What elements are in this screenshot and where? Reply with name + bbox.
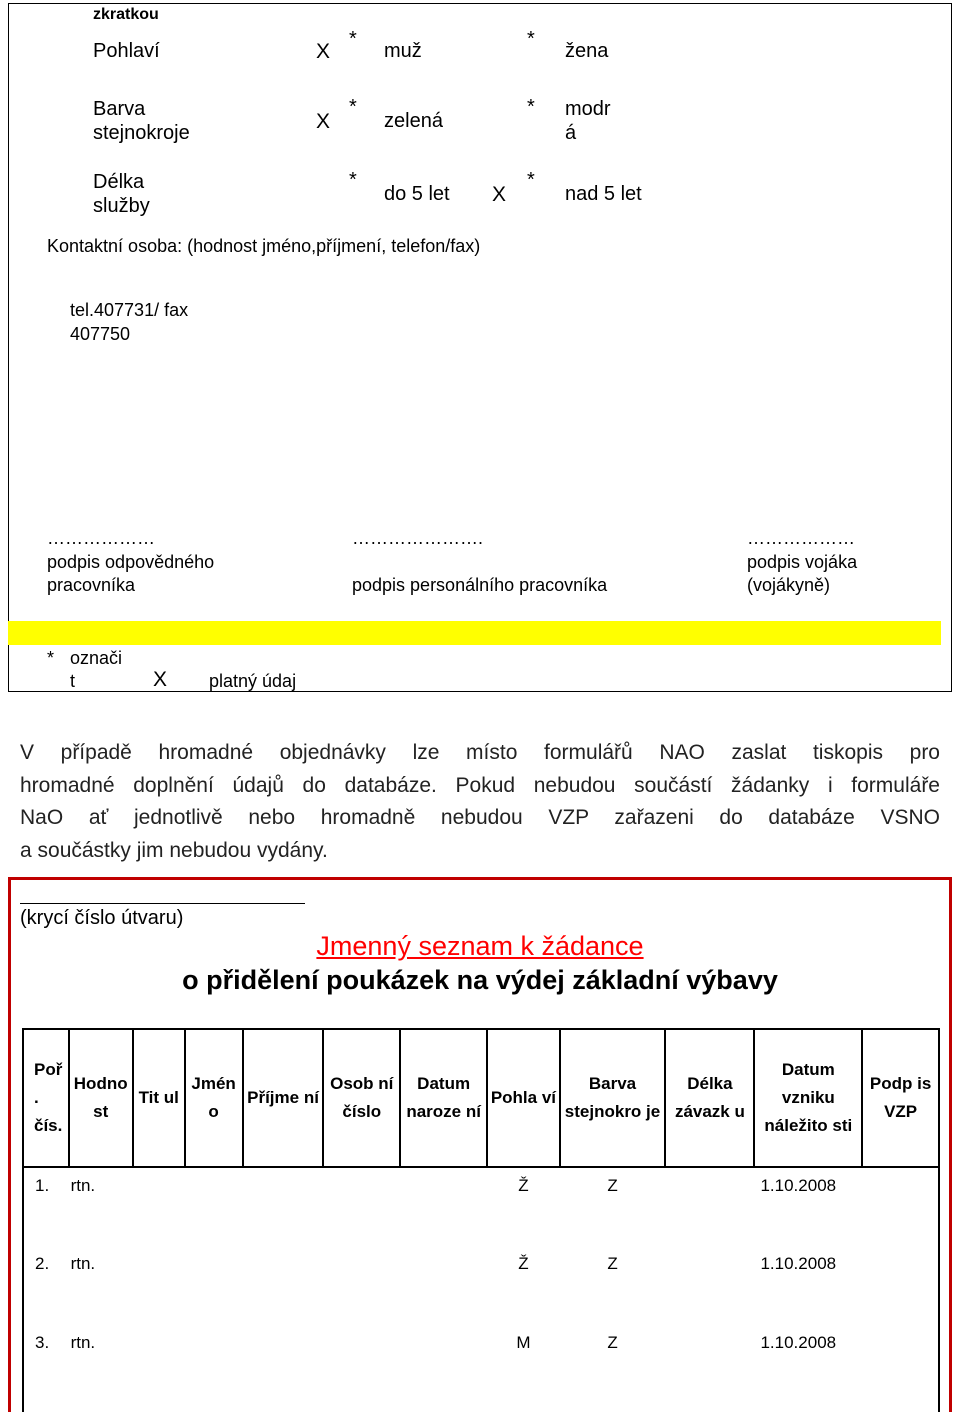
signature-2-dots: …………………. <box>352 528 484 548</box>
cell-uniform: Z <box>607 1254 618 1273</box>
column-header: Hodno st <box>69 1029 133 1167</box>
table-row <box>23 1325 939 1404</box>
cell-uniform: Z <box>607 1333 618 1352</box>
cell-rank: rtn. <box>70 1254 96 1273</box>
cell-first-name <box>185 1325 243 1404</box>
table-right-border <box>938 1028 940 1412</box>
cell-surname <box>243 1246 324 1325</box>
cell-signature <box>862 1167 939 1246</box>
cell-gender: M <box>516 1333 531 1352</box>
cell-birth-date <box>400 1325 487 1404</box>
cell-birth-date <box>400 1167 487 1246</box>
column-header: Jmén o <box>185 1029 243 1167</box>
signature-1-dots: ……………… <box>47 528 155 548</box>
zkratkou-label: zkratkou <box>93 6 159 23</box>
uniform-blue-option-line2: á <box>565 122 577 144</box>
cell-entitlement-date: 1.10.2008 <box>760 1176 837 1195</box>
table-row <box>23 1246 939 1325</box>
cell-order: 1. <box>35 1176 50 1195</box>
uniform-green-mark: X <box>316 110 331 133</box>
list-subtitle: o přidělení poukázek na výdej základní výbavy <box>182 965 778 995</box>
cell-rank: rtn. <box>70 1333 96 1352</box>
cell-surname <box>243 1167 324 1246</box>
paragraph-line: hromadné doplnění údajů do databáze. Pokud nebudou součástí žádanky i formuláře <box>20 773 940 797</box>
uniform-label-line1: Barva <box>93 98 146 120</box>
column-header: Osob ní číslo <box>323 1029 400 1167</box>
service-short-option: do 5 let <box>384 183 450 205</box>
uniform-label-line2: stejnokroje <box>93 122 190 144</box>
gender-male-star: * <box>349 28 357 50</box>
service-long-mark: X <box>492 183 507 206</box>
service-label-line2: služby <box>93 195 150 217</box>
signature-1-line1: podpis odpovědného <box>47 552 215 572</box>
legend-star: * <box>47 648 55 668</box>
cell-personal-number <box>323 1246 400 1325</box>
legend-text: platný údaj <box>209 671 297 691</box>
signature-2-line1: podpis personálního pracovníka <box>352 575 608 595</box>
service-long-option: nad 5 let <box>565 183 642 205</box>
paragraph-line: a součástky jim nebudou vydány. <box>20 838 328 862</box>
cell-rank: rtn. <box>70 1176 96 1195</box>
gender-male-mark: X <box>316 40 331 63</box>
service-label-line1: Délka <box>93 171 145 193</box>
column-header: Datum vzniku náležito sti <box>754 1029 862 1167</box>
highlight-band <box>8 621 941 645</box>
column-header: Barva stejnokro je <box>560 1029 666 1167</box>
uniform-blue-option-line1: modr <box>565 98 611 120</box>
cell-personal-number <box>323 1167 400 1246</box>
gender-label: Pohlaví <box>93 40 160 62</box>
cell-entitlement-date: 1.10.2008 <box>760 1333 837 1352</box>
contact-label: Kontaktní osoba: (hodnost jméno,příjmení, telefon/fax) <box>47 236 481 256</box>
table-row <box>23 1167 939 1246</box>
column-header: Datum naroze ní <box>400 1029 487 1167</box>
gender-female-option: žena <box>565 40 609 62</box>
column-header: Poř . čís. <box>23 1029 69 1167</box>
cell-first-name <box>185 1246 243 1325</box>
cell-title <box>133 1325 185 1404</box>
cell-title <box>133 1246 185 1325</box>
list-title: Jmenný seznam k žádance <box>316 931 644 961</box>
cell-signature <box>862 1325 939 1404</box>
gender-male-option: muž <box>384 40 422 62</box>
instructions-paragraph <box>20 737 940 867</box>
table-left-border <box>22 1028 24 1412</box>
cell-commitment <box>665 1167 754 1246</box>
table-header-row <box>23 1029 939 1167</box>
signature-3-line2: (vojákyně) <box>747 575 831 595</box>
cell-surname <box>243 1325 324 1404</box>
uniform-green-star: * <box>349 96 357 118</box>
legend-mark: X <box>153 668 168 691</box>
signature-1-line2: pracovníka <box>47 575 136 595</box>
legend-word-line2: t <box>70 671 76 691</box>
cell-commitment <box>665 1325 754 1404</box>
column-header: Podp is VZP <box>862 1029 939 1167</box>
cell-entitlement-date: 1.10.2008 <box>760 1254 837 1273</box>
cell-first-name <box>185 1167 243 1246</box>
cell-gender: Ž <box>518 1254 529 1273</box>
service-long-star: * <box>527 169 535 191</box>
cell-signature <box>862 1246 939 1325</box>
column-header: Příjme ní <box>243 1029 324 1167</box>
legend-word-line1: označi <box>70 648 123 668</box>
cell-uniform: Z <box>607 1176 618 1195</box>
service-short-star: * <box>349 169 357 191</box>
cell-birth-date <box>400 1246 487 1325</box>
cell-order: 3. <box>35 1333 50 1352</box>
cell-order: 2. <box>35 1254 50 1273</box>
column-header: Tit ul <box>133 1029 185 1167</box>
uniform-blue-star: * <box>527 96 535 118</box>
unit-code-field-line <box>20 903 305 904</box>
column-header: Délka závazk u <box>665 1029 754 1167</box>
contact-phone-line2: 407750 <box>70 324 131 344</box>
signature-3-line1: podpis vojáka <box>747 552 858 572</box>
cell-title <box>133 1167 185 1246</box>
cell-gender: Ž <box>518 1176 529 1195</box>
paragraph-line: V případě hromadné objednávky lze místo formulářů NAO zaslat tiskopis pro <box>20 741 940 764</box>
name-list-table <box>22 1028 940 1404</box>
contact-phone-line1: tel.407731/ fax <box>70 300 189 320</box>
unit-code-label: (krycí číslo útvaru) <box>20 907 184 929</box>
signature-3-dots: ……………… <box>747 528 855 548</box>
cell-commitment <box>665 1246 754 1325</box>
cell-personal-number <box>323 1325 400 1404</box>
uniform-green-option: zelená <box>384 110 443 132</box>
column-header: Pohla ví <box>487 1029 560 1167</box>
paragraph-line: NaO ať jednotlivě nebo hromadně nebudou VZP zařazeni do databáze VSNO <box>20 806 940 829</box>
gender-female-star: * <box>527 28 535 50</box>
